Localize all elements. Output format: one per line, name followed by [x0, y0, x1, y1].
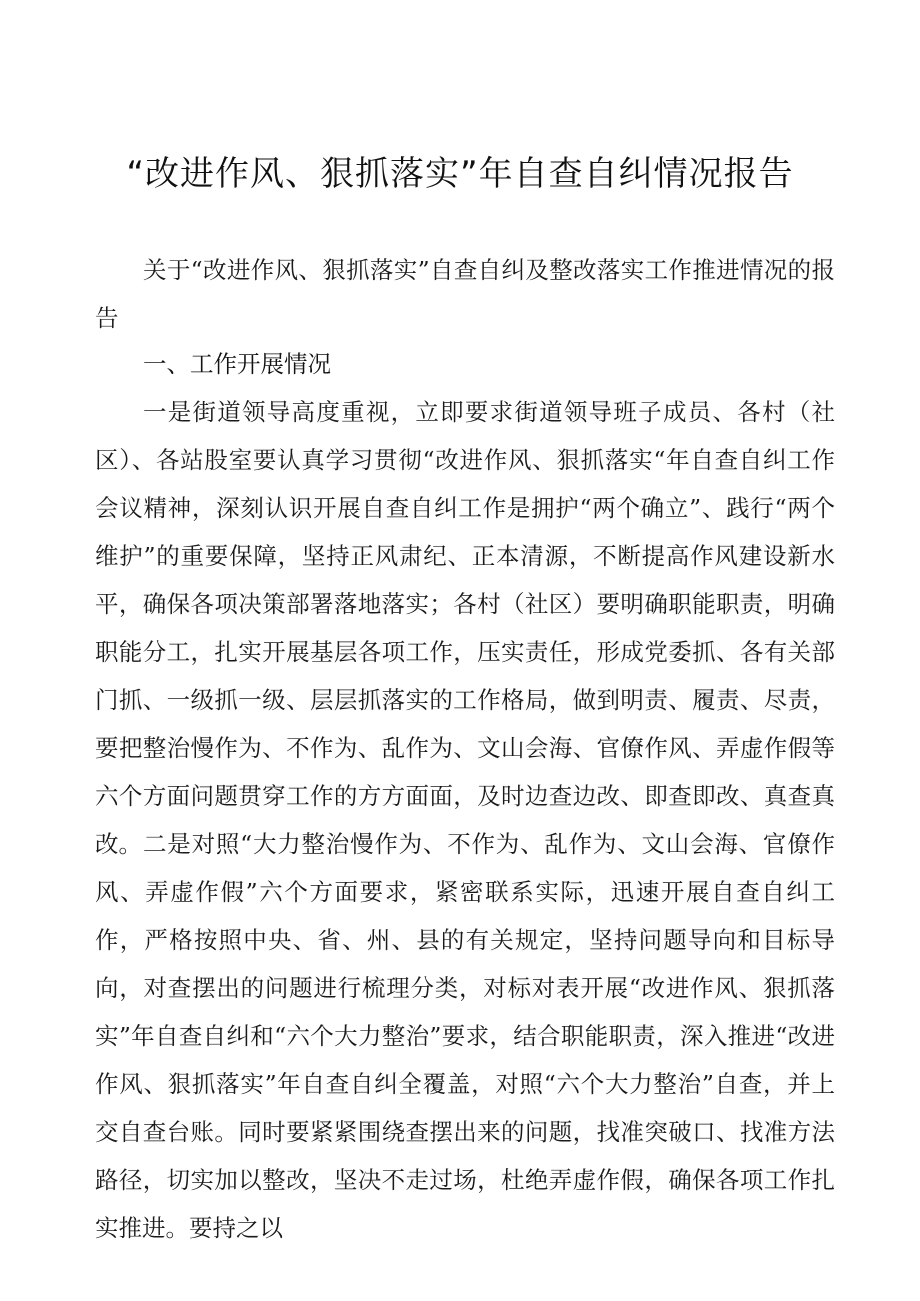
document-title: “改进作风、狠抓落实”年自查自纠情况报告	[126, 154, 794, 194]
section-heading: 一、工作开展情况	[143, 350, 331, 378]
body-paragraph-1: 一是街道领导高度重视，立即要求街道领导班子成员、各村（社区）、各站股室要认真学习贯彻“改进作风、狠抓落实“年自查自纠工作会议精神，深刻认识开展自查自纠工作是拥护“两个确立”、践行“两个维护”的重要保障，坚持正风肃纪、正本清源，不断提高作风建设新水平，确保各项决策部署落地落实；各村（社区）要明确职能职责，明确职能分工，扎实开展基层各项工作，压实责任，形成党委抓、各有关部门抓、一级抓一级、层层抓落实的工作格局，做到明责、履责、尽责，要把整治慢作为、不作为、乱作为、文山会海、官僚作风、弄虚作假等六个方面问题贯穿工作的方方面面，及时边查边改、即查即改、真查真改。	[95, 398, 835, 858]
intro-paragraph: 关于“改进作风、狠抓落实”自查自纠及整改落实工作推进情况的报告	[95, 256, 835, 332]
body-paragraph-2: 二是对照“大力整治慢作为、不作为、乱作为、文山会海、官僚作风、弄虚作假”六个方面要求，紧密联系实际，迅速开展自查自纠工作，严格按照中央、省、州、县的有关规定，坚持问题导向和目标导向，对查摆出的问题进行梳理分类，对标对表开展“改进作风、狠抓落实”年自查自纠和“六个大力整治”要求，结合职能职责，深入推进“改进作风、狠抓落实”年自查自纠全覆盖，对照“六个大力整治”自查，并上交自查台账。同时要紧紧围绕查摆出来的问题，找准突破口、找准方法路径，切实加以整改，坚决不走过场，杜绝弄虚作假，确保各项工作扎实推进。要持之以	[95, 830, 835, 1242]
